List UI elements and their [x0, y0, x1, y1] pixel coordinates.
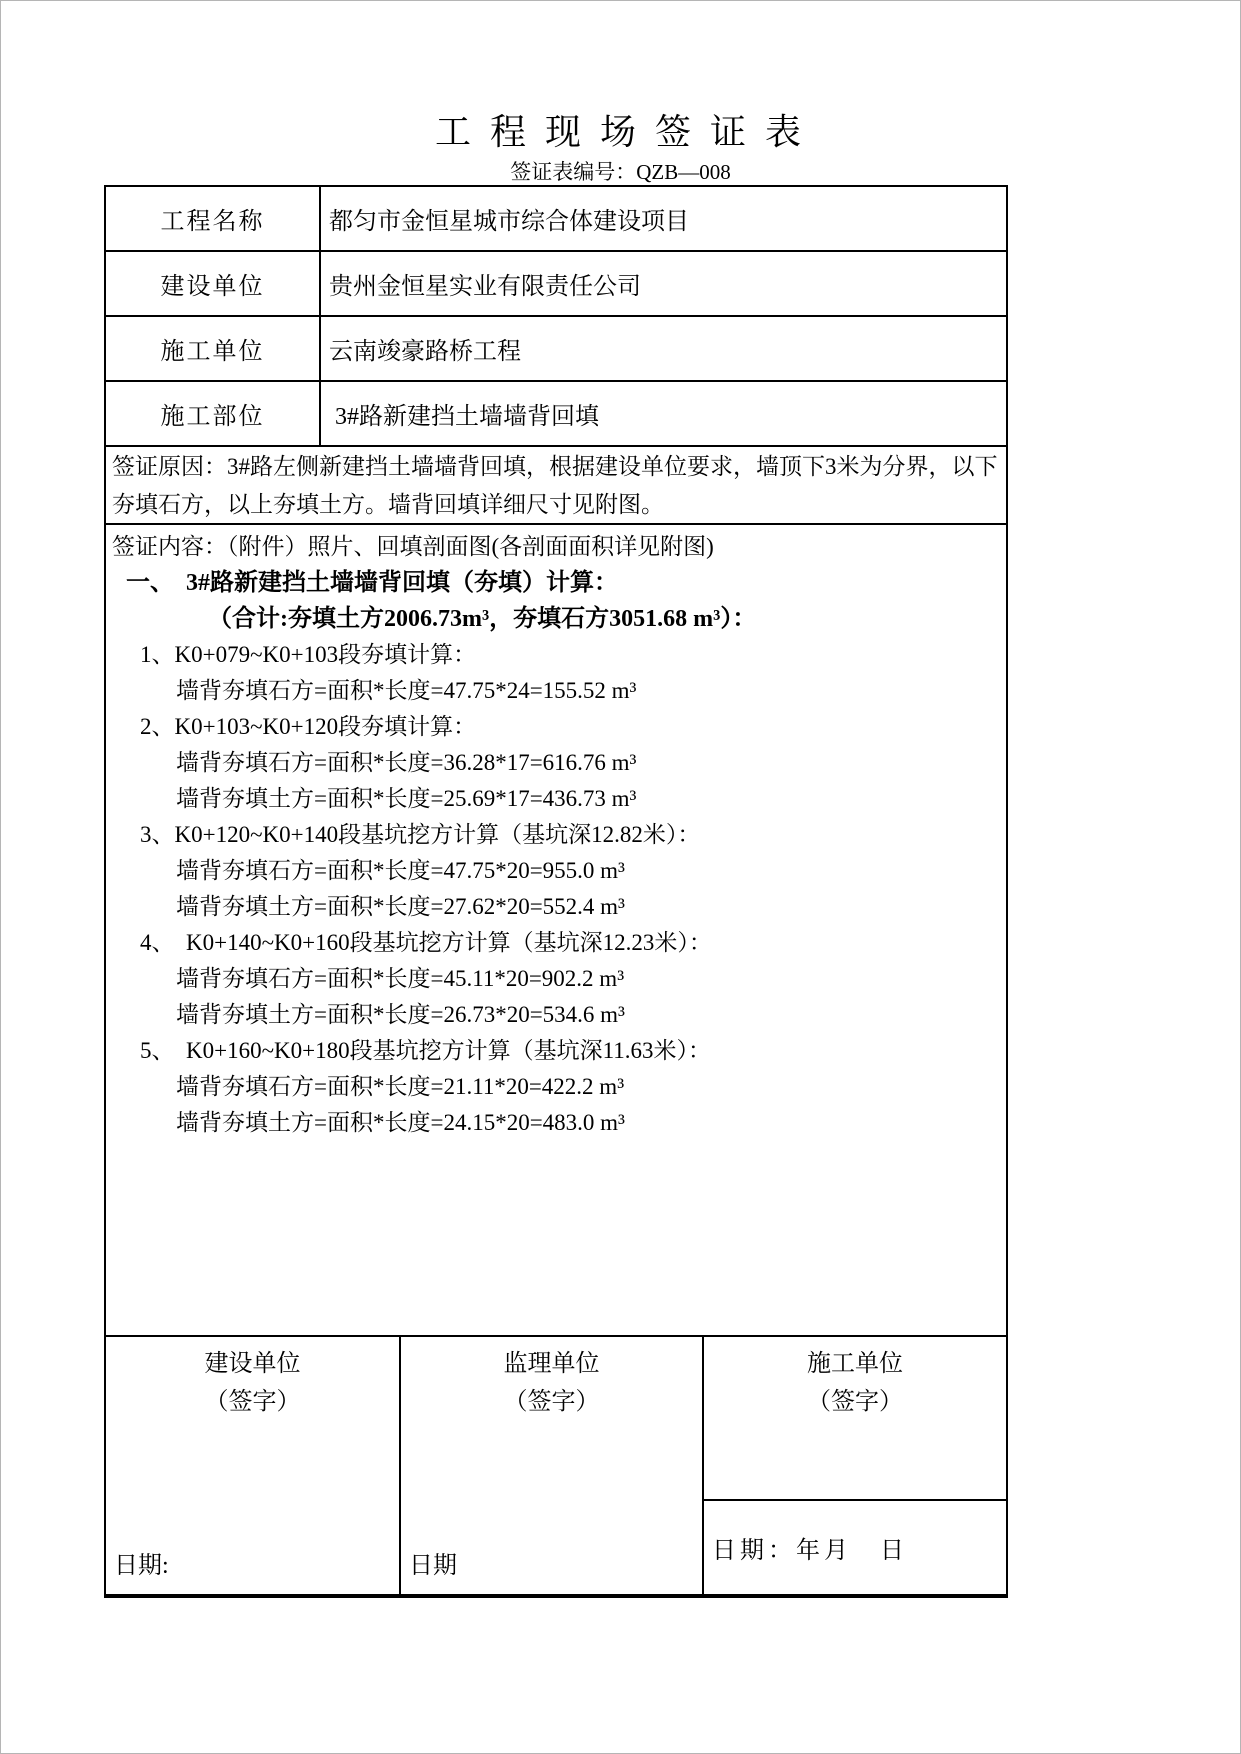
signature-contractor-header [704, 1337, 1006, 1421]
project-name-label: 工程名称 [106, 187, 321, 250]
calc-item-4-line-2: 墙背夯填土方=面积*长度=26.73*20=534.6 m³ [176, 1002, 625, 1027]
contractor-value: 云南竣豪路桥工程 [329, 339, 521, 365]
visa-content-cell [106, 525, 1006, 1337]
row-construction-part [106, 382, 1006, 447]
row-contractor [106, 317, 1006, 382]
construction-part-value: 3#路新建挡土墙墙背回填 [329, 404, 599, 430]
calc-item-2-heading: 2、K0+103~K0+120段夯填计算： [140, 714, 477, 739]
signature-owner-title: 建设单位 [204, 1351, 301, 1377]
calc-item-3-line-1: 墙背夯填石方=面积*长度=47.75*20=955.0 m³ [176, 858, 625, 883]
calc-item-5-line-2: 墙背夯填土方=面积*长度=24.15*20=483.0 m³ [176, 1110, 625, 1135]
contractor-label: 施工单位 [106, 317, 321, 380]
calc-item-2-line-2: 墙背夯填土方=面积*长度=25.69*17=436.73 m³ [176, 786, 637, 811]
calc-item-4-heading: 4、 K0+140~K0+160段基坑挖方计算（基坑深12.23米）： [140, 930, 712, 955]
signature-contractor-date-label: 日期：年月 日 [704, 1499, 1006, 1594]
visa-form-table [104, 185, 1008, 1598]
signature-supervisor-date-label: 日期 [409, 1553, 457, 1579]
content-total-line: （合计:夯填土方2006.73m³，夯填石方3051.68 m³）： [208, 606, 757, 632]
signature-supervisor-subtitle: （签字） [503, 1389, 600, 1415]
calc-item-1-heading: 1、K0+079~K0+103段夯填计算： [140, 642, 477, 667]
signature-contractor-title: 施工单位 [807, 1351, 903, 1377]
calc-item-2-line-1: 墙背夯填石方=面积*长度=36.28*17=616.76 m³ [176, 750, 637, 775]
construction-owner-label: 建设单位 [106, 252, 321, 315]
calc-item-3-line-2: 墙背夯填土方=面积*长度=27.62*20=552.4 m³ [176, 894, 625, 919]
signature-supervisor-header [401, 1337, 702, 1421]
construction-owner-value: 贵州金恒星实业有限责任公司 [329, 274, 641, 300]
signature-col-owner [106, 1337, 401, 1594]
signature-row [106, 1337, 1006, 1594]
content-intro-line: 签证内容：（附件）照片、回填剖面图(各剖面面积详见附图) [112, 534, 714, 559]
signature-owner-subtitle: （签字） [204, 1389, 301, 1415]
construction-part-label: 施工部位 [106, 382, 321, 445]
calc-item-3-heading: 3、K0+120~K0+140段基坑挖方计算（基坑深12.82米）： [140, 822, 701, 847]
calc-item-1-line-1: 墙背夯填石方=面积*长度=47.75*24=155.52 m³ [176, 678, 637, 703]
signature-supervisor-title: 监理单位 [503, 1351, 600, 1377]
signature-owner-date-label: 日期: [114, 1553, 169, 1579]
calc-item-5-line-1: 墙背夯填石方=面积*长度=21.11*20=422.2 m³ [176, 1074, 625, 1099]
content-section-heading: 一、 3#路新建挡土墙墙背回填（夯填）计算： [126, 570, 618, 596]
project-name-value: 都匀市金恒星城市综合体建设项目 [329, 209, 689, 235]
signature-col-contractor [704, 1337, 1006, 1594]
page-title: 工 程 现 场 签 证 表 [434, 112, 806, 152]
row-construction-owner [106, 252, 1006, 317]
doc-number: 签证表编号：QZB—008 [510, 160, 731, 184]
row-project-name [106, 187, 1006, 252]
signature-owner-header [106, 1337, 399, 1421]
calc-item-5-heading: 5、 K0+160~K0+180段基坑挖方计算（基坑深11.63米）： [140, 1038, 712, 1063]
calc-item-4-line-1: 墙背夯填石方=面积*长度=45.11*20=902.2 m³ [176, 966, 625, 991]
visa-reason-text: 签证原因：3#路左侧新建挡土墙墙背回填，根据建设单位要求，墙顶下3米为分界，以下夯填石方，以上夯填土方。墙背回填详细尺寸见附图。 [106, 447, 1006, 525]
signature-col-supervisor [401, 1337, 704, 1594]
signature-contractor-subtitle: （签字） [807, 1389, 903, 1415]
